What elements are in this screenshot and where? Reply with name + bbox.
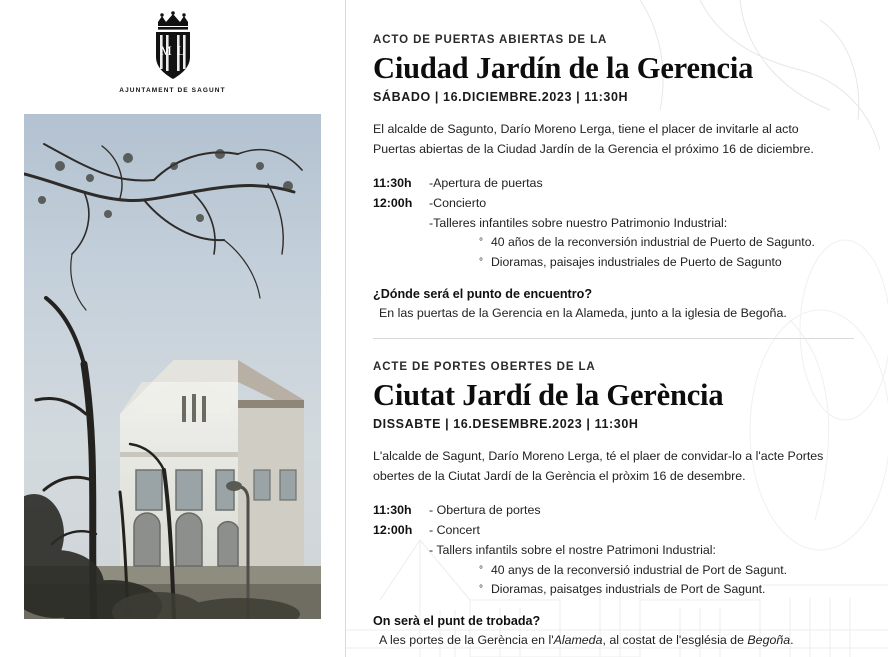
section-spanish (373, 34, 854, 320)
bullet-icon: ° (479, 584, 483, 596)
list-item-label: Dioramas, paisajes industriales de Puerto de Sagunto (491, 255, 782, 270)
schedule-extra-es: -Talleres infantiles sobre nuestro Patrimonio Industrial: (429, 216, 728, 231)
list-item-label: Dioramas, paisatges industrials de Port de Sagunt. (491, 582, 766, 597)
schedule-time: 12:00h (373, 523, 413, 538)
question-va: On serà el punt de trobada? (373, 614, 541, 629)
answer-va-pre: A les portes de la Gerència en l' (379, 633, 554, 648)
schedule-row (373, 520, 854, 540)
schedule-va (373, 500, 854, 600)
answer-va (379, 633, 854, 647)
gerencia-building-photo (24, 114, 321, 619)
bullet-icon: ° (479, 257, 483, 269)
list-item (479, 233, 854, 253)
answer-es: En las puertas de la Gerencia en la Alameda, junto a la iglesia de Begoña. (379, 306, 787, 321)
schedule-text: - Concert (429, 523, 480, 538)
schedule-time: 11:30h (373, 503, 412, 518)
schedule-text: -Apertura de puertas (429, 176, 543, 191)
schedule-es (373, 173, 854, 273)
schedule-text: -Concierto (429, 196, 487, 211)
eyebrow-va: ACTE DE PORTES OBERTES DE LA (373, 361, 596, 374)
paragraph-es: El alcalde de Sagunto, Darío Moreno Lerga, tiene el placer de invitarle al acto Puertas abiertas de la Ciudad Jardín de la Gerencia el próximo 16 de diciembre. (373, 122, 814, 156)
bullet-list-va (373, 561, 854, 601)
answer-va-mid: , al costat de l'església de (602, 633, 748, 648)
sagunt-coat-of-arms (113, 10, 233, 102)
schedule-time: 12:00h (373, 196, 413, 211)
section-rule (373, 338, 854, 339)
column-divider (345, 0, 346, 657)
answer-va-em2: Begoña (747, 633, 791, 648)
schedule-row (373, 173, 854, 193)
schedule-row (373, 193, 854, 213)
schedule-row (373, 500, 854, 520)
bullet-icon: ° (479, 237, 483, 249)
bullet-list-es (373, 233, 854, 273)
institution-name: AJUNTAMENT DE SAGUNT (119, 87, 226, 94)
section-valencian (373, 338, 854, 647)
list-item (479, 253, 854, 273)
schedule-extra-va: - Tallers infantils sobre el nostre Patrimoni Industrial: (429, 543, 716, 558)
bullet-icon: ° (479, 564, 483, 576)
list-item-label: 40 anys de la reconversió industrial de Port de Sagunt. (491, 562, 788, 577)
answer-va-em1: Alameda (553, 633, 603, 648)
left-column (0, 0, 345, 657)
datebar-es: SÁBADO | 16.DICIEMBRE.2023 | 11:30H (373, 90, 629, 105)
svg-text:M L: M L (159, 43, 186, 58)
list-item (479, 561, 854, 581)
headline-es: Ciudad Jardín de la Gerencia (373, 51, 754, 85)
datebar-va: DISSABTE | 16.DESEMBRE.2023 | 11:30H (373, 417, 639, 432)
list-item-label: 40 años de la reconversión industrial de Puerto de Sagunto. (491, 235, 815, 250)
right-column (345, 0, 888, 657)
list-item (479, 580, 854, 600)
eyebrow-es: ACTO DE PUERTAS ABIERTAS DE LA (373, 34, 608, 46)
schedule-text: - Obertura de portes (429, 503, 541, 518)
headline-va: Ciutat Jardí de la Gerència (373, 378, 724, 413)
answer-va-post: . (790, 633, 794, 648)
schedule-time: 11:30h (373, 176, 412, 191)
question-es: ¿Dónde será el punto de encuentro? (373, 287, 593, 302)
paragraph-va: L'alcalde de Sagunt, Darío Moreno Lerga, té el plaer de convidar-lo a l'acte Portes obertes de la Ciutat Jardí de la Gerència el pròxim 16 de desembre. (373, 449, 824, 483)
